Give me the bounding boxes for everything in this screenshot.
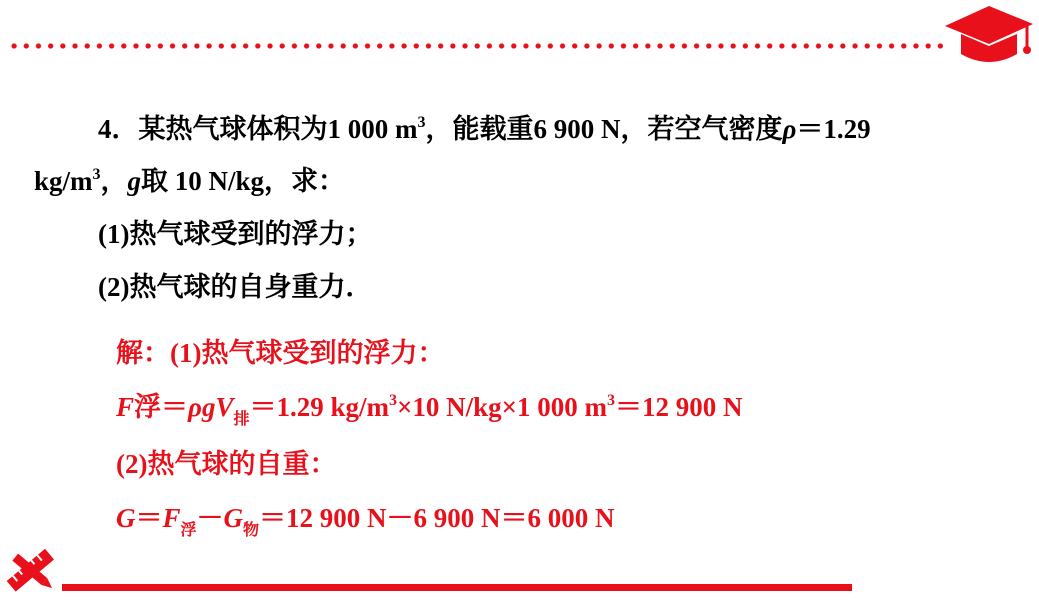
dotted-divider [8, 42, 943, 50]
eq2-G: G [116, 503, 136, 533]
question-intro-c: ，若空气密度 [620, 114, 783, 144]
density-unit: kg/m [34, 166, 93, 196]
question-line-2 [34, 164, 345, 198]
eq1-exp-b: 3 [607, 392, 616, 409]
g-symbol: g [127, 166, 142, 196]
eq2-F: F [162, 503, 181, 533]
density-exponent: 3 [92, 166, 101, 183]
eq1-F: F [116, 392, 135, 422]
solution-equation-2 [116, 501, 615, 539]
question-intro-b: ，能载重 [425, 114, 534, 144]
solution-part-2: (2)热气球的自重： [116, 449, 337, 479]
question-intro-a: 某热气球体积为 [138, 114, 328, 144]
question-number: 4． [98, 114, 139, 144]
eq1-rho: ρ [188, 392, 202, 422]
question-part-1: (1)热气球受到的浮力； [98, 219, 373, 249]
solution-equation-1 [116, 390, 743, 428]
eq1-equals: ＝ [161, 392, 189, 422]
eq1-pai-subscript: 排 [233, 411, 250, 428]
bottom-rule [62, 584, 852, 591]
separator: ， [100, 166, 128, 196]
eq2-G2: G [223, 503, 244, 533]
solution-heading: 解：(1)热气球受到的浮力： [116, 338, 445, 368]
eq2-wu-subscript: 物 [243, 522, 260, 539]
g-text: 取 10 N/kg，求： [141, 166, 346, 196]
eq1-text-a: ＝1.29 kg/m [249, 392, 389, 422]
eq1-exp-a: 3 [388, 392, 397, 409]
rho-equals: ＝1.29 [796, 114, 871, 144]
rho-symbol: ρ [782, 114, 797, 144]
eq1-fu: 浮 [134, 392, 162, 422]
eq1-text-c: ＝12 900 N [615, 392, 743, 422]
ruler-pencil-icon [2, 545, 60, 597]
eq2-fu-subscript: 浮 [180, 522, 197, 539]
volume-value: 1 000 m [327, 114, 418, 144]
eq1-text-b: ×10 N/kg×1 000 m [396, 392, 608, 422]
eq2-minus: － [196, 503, 224, 533]
question-part-2: (2)热气球的自身重力． [98, 272, 373, 302]
eq2-equals: ＝ [135, 503, 163, 533]
question-line-1 [98, 112, 871, 146]
eq2-text: ＝12 900 N－6 900 N＝6 000 N [259, 503, 615, 533]
eq1-V: V [215, 392, 234, 422]
graduation-cap-icon [941, 0, 1037, 68]
eq1-g: g [201, 392, 216, 422]
volume-exponent: 3 [417, 114, 426, 131]
load-value: 6 900 N [533, 114, 621, 144]
